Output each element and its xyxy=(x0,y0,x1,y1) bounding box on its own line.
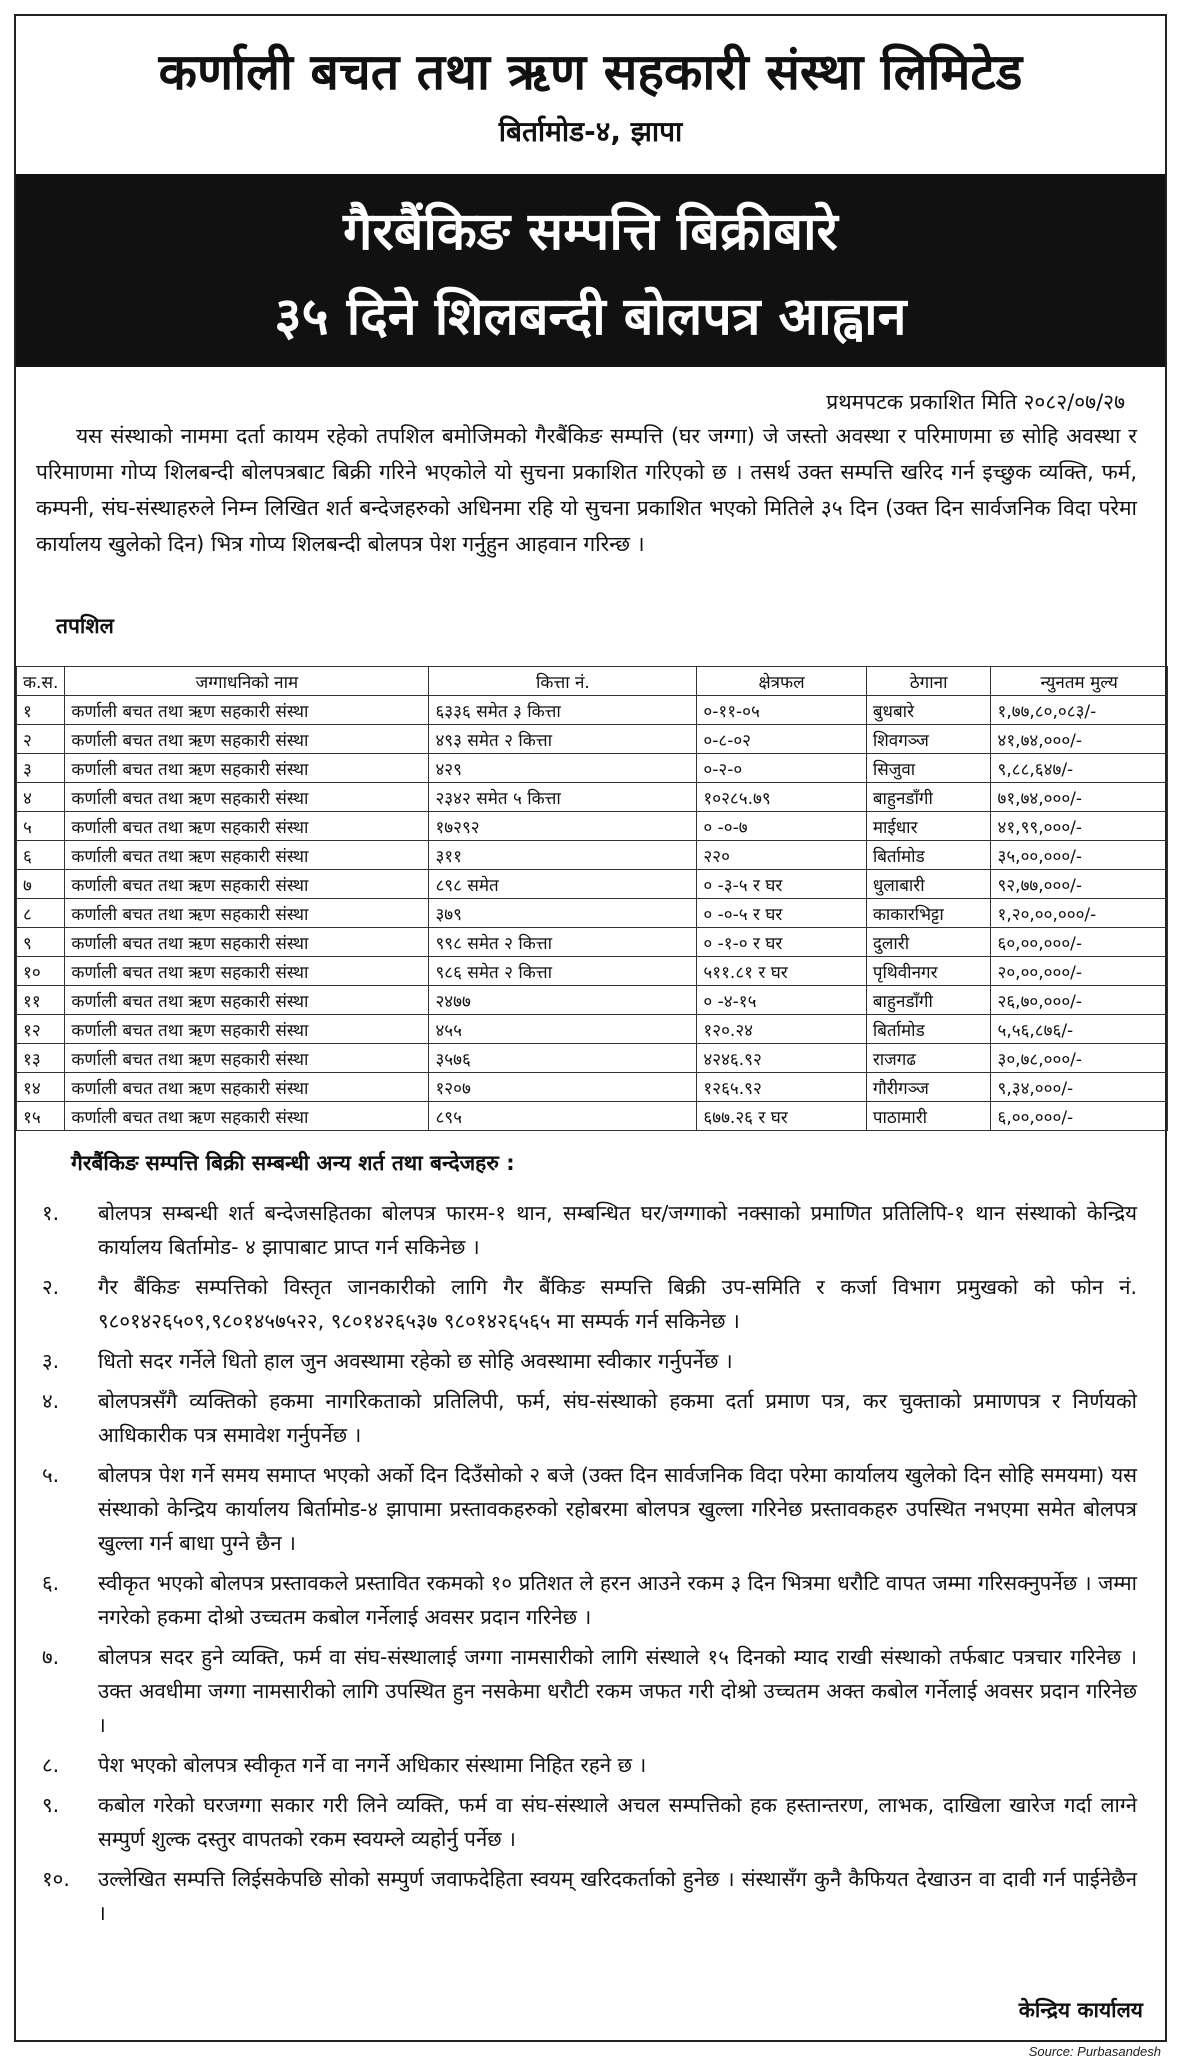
table-cell: ९९८ समेत २ कित्ता xyxy=(429,928,697,957)
table-cell: ० -१-० र घर xyxy=(697,928,866,957)
condition-item xyxy=(36,1640,1137,1742)
table-cell: ५ xyxy=(17,812,65,841)
table-row xyxy=(17,725,1168,754)
condition-number: ३. xyxy=(42,1349,60,1373)
notice-page xyxy=(14,14,1167,2042)
table-cell: ८९८ समेत xyxy=(429,870,697,899)
condition-text: बोलपत्र सदर हुने व्यक्ति, फर्म वा संघ-संस्थालाई जग्गा नामसारीको लागि संस्थाले १५ दिनको म्याद राखी संस्थाको तर्फबाट पत्रचार गरिनेछ । उक्त अवधीमा जग्गा नामसारीको लागि उपस्थित हुन नसकेमा धरौटी रकम जफत गरी दोश्रो उच्चतम अक्त कबोल गर्नेलाई अवसर प्रदान गरिनेछ । xyxy=(98,1645,1137,1737)
table-cell: ९,३४,०००/- xyxy=(991,1073,1168,1102)
table-cell: १२०.२४ xyxy=(697,1015,866,1044)
condition-number: ९. xyxy=(42,1793,60,1817)
condition-text: बोलपत्र पेश गर्ने समय समाप्त भएको अर्को दिन दिउँसोको २ बजे (उक्त दिन सार्वजनिक विदा परेमा कार्यालय खुलेको दिन सोहि समयमा) यस संस्थाको केन्द्रिय कार्यालय बिर्तामोड-४ झापामा प्रस्तावकहरुको रहोबरमा बोलपत्र खुल्ला गरिनेछ प्रस्तावकहरु उपस्थित नभएमा समेत बोलपत्र खुल्ला गर्न बाधा पुग्ने छैन । xyxy=(98,1463,1137,1555)
table-cell: १०२८५.७९ xyxy=(697,783,866,812)
table-cell: काकारभिट्टा xyxy=(866,899,991,928)
table-cell: १,२०,००,०००/- xyxy=(991,899,1168,928)
table-cell: कर्णाली बचत तथा ऋण सहकारी संस्था xyxy=(65,1102,429,1131)
table-row xyxy=(17,1015,1168,1044)
table-row xyxy=(17,754,1168,783)
conditions-title: गैरबैंकिङ सम्पत्ति बिक्री सम्बन्धी अन्य शर्त तथा बन्देजहरु : xyxy=(71,1151,515,1175)
table-cell: १३ xyxy=(17,1044,65,1073)
condition-text: पेश भएको बोलपत्र स्वीकृत गर्ने वा नगर्ने अधिकार संस्थामा निहित रहने छ । xyxy=(98,1753,647,1777)
table-cell: माईधार xyxy=(866,812,991,841)
table-cell: ३५७६ xyxy=(429,1044,697,1073)
condition-text: गैर बैंकिङ सम्पत्तिको विस्तृत जानकारीको लागि गैर बैंकिङ सम्पत्ति बिक्री उप-समिति र कर्जा विभाग प्रमुखको को फोन नं. ९८०१४२६५०९,९८०१४५७५२२, ९८०१४२६५३७ ९८०१४२६५६५ मा सम्पर्क गर्न सकिनेछ । xyxy=(98,1275,1137,1333)
table-cell: ३७९ xyxy=(429,899,697,928)
table-cell: १० xyxy=(17,957,65,986)
table-cell: बिर्तामोड xyxy=(866,1015,991,1044)
table-cell: कर्णाली बचत तथा ऋण सहकारी संस्था xyxy=(65,696,429,725)
table-cell: ८ xyxy=(17,899,65,928)
table-cell: ९ xyxy=(17,928,65,957)
table-cell: ५,५६,८७६/- xyxy=(991,1015,1168,1044)
table-cell: २६,७०,०००/- xyxy=(991,986,1168,1015)
condition-number: ७. xyxy=(42,1645,60,1669)
table-cell: कर्णाली बचत तथा ऋण सहकारी संस्था xyxy=(65,928,429,957)
notice-title-banner xyxy=(16,174,1165,367)
table-cell: बाहुनडाँगी xyxy=(866,783,991,812)
table-cell: ०-२-० xyxy=(697,754,866,783)
table-header-row xyxy=(17,667,1168,696)
condition-number: १. xyxy=(42,1201,60,1225)
table-cell: ६०,००,०००/- xyxy=(991,928,1168,957)
table-cell: १२ xyxy=(17,1015,65,1044)
table-cell: कर्णाली बचत तथा ऋण सहकारी संस्था xyxy=(65,1044,429,1073)
table-row xyxy=(17,899,1168,928)
table-cell: कर्णाली बचत तथा ऋण सहकारी संस्था xyxy=(65,841,429,870)
table-cell: २२० xyxy=(697,841,866,870)
table-row xyxy=(17,928,1168,957)
condition-item xyxy=(36,1270,1137,1338)
table-cell: ७१,७४,०००/- xyxy=(991,783,1168,812)
table-cell: ४१,७४,०००/- xyxy=(991,725,1168,754)
table-cell: १५ xyxy=(17,1102,65,1131)
condition-text: उल्लेखित सम्पत्ति लिईसकेपछि सोको सम्पुर्ण जवाफदेहिता स्वयम् खरिदकर्ताको हुनेछ । संस्थासँग कुनै कैफियत देखाउन वा दावी गर्न पाईनेछैन । xyxy=(98,1867,1137,1925)
table-cell: ४२९ xyxy=(429,754,697,783)
condition-number: ४. xyxy=(42,1389,60,1413)
table-cell: १२०७ xyxy=(429,1073,697,1102)
table-cell: ९२,७७,०००/- xyxy=(991,870,1168,899)
table-cell: १७२९२ xyxy=(429,812,697,841)
intro-paragraph: यस संस्थाको नाममा दर्ता कायम रहेको तपशिल बमोजिमको गैरबैंकिङ सम्पत्ति (घर जग्गा) जे जस्तो अवस्था र परिमाणमा छ सोहि अवस्था र परिमाणमा गोप्य शिलबन्दी बोलपत्रबाट बिक्री गरिने भएकोले यो सुचना प्रकाशित गरिएको छ । तसर्थ उक्त सम्पत्ति खरिद गर्न इच्छुक व्यक्ति, फर्म, कम्पनी, संघ-संस्थाहरुले निम्न लिखित शर्त बन्देजहरुको अधिनमा रहि यो सुचना प्रकाशित भएको मितिले ३५ दिन (उक्त दिन सार्वजनिक विदा परेमा कार्यालय खुलेको दिन) भित्र गोप्य शिलबन्दी बोलपत्र पेश गर्नुहुन आहवान गरिन्छ । xyxy=(36,424,1137,556)
property-schedule-table xyxy=(16,666,1168,1131)
condition-text: बोलपत्र सम्बन्धी शर्त बन्देजसहितका बोलपत्र फारम-१ थान, सम्बन्धित घर/जग्गाको नक्साको प्रमाणित प्रतिलिपि-१ थान संस्थाको केन्द्रिय कार्यालय बिर्तामोड- ४ झापाबाट प्राप्त गर्न सकिनेछ । xyxy=(98,1201,1137,1259)
table-row xyxy=(17,783,1168,812)
table-cell: ३०,७८,०००/- xyxy=(991,1044,1168,1073)
table-cell: २ xyxy=(17,725,65,754)
organization-address: बिर्तामोड-४, झापा xyxy=(498,115,683,148)
condition-text: बोलपत्रसँगै व्यक्तिको हकमा नागरिकताको प्रतिलिपी, फर्म, संघ-संस्थाको हकमा दर्ता प्रमाण पत्र, कर चुक्ताको प्रमाणपत्र र निर्णयको आधिकारीक पत्र समावेश गर्नुपर्नेछ । xyxy=(98,1389,1137,1447)
table-cell: १४ xyxy=(17,1073,65,1102)
column-header: न्युनतम मुल्य xyxy=(991,667,1168,696)
table-cell: ७ xyxy=(17,870,65,899)
table-cell: कर्णाली बचत तथा ऋण सहकारी संस्था xyxy=(65,1015,429,1044)
column-header: क.स. xyxy=(17,667,65,696)
table-row xyxy=(17,986,1168,1015)
table-cell: पृथिवीनगर xyxy=(866,957,991,986)
table-cell: ९,८८,६४७/- xyxy=(991,754,1168,783)
table-cell: गौरीगञ्ज xyxy=(866,1073,991,1102)
condition-item xyxy=(36,1788,1137,1856)
table-cell: १ xyxy=(17,696,65,725)
condition-number: ८. xyxy=(42,1753,60,1777)
table-row xyxy=(17,870,1168,899)
column-header: कित्ता नं. xyxy=(429,667,697,696)
table-cell: ५११.८१ र घर xyxy=(697,957,866,986)
condition-number: १०. xyxy=(42,1867,70,1891)
table-cell: ३११ xyxy=(429,841,697,870)
table-cell: ६७७.२६ र घर xyxy=(697,1102,866,1131)
table-cell: सिजुवा xyxy=(866,754,991,783)
table-cell: बाहुनडाँगी xyxy=(866,986,991,1015)
table-cell: कर्णाली बचत तथा ऋण सहकारी संस्था xyxy=(65,812,429,841)
table-cell: ४ xyxy=(17,783,65,812)
condition-item xyxy=(36,1566,1137,1634)
table-cell: राजगढ xyxy=(866,1044,991,1073)
table-cell: ३ xyxy=(17,754,65,783)
table-cell: ०-८-०२ xyxy=(697,725,866,754)
schedule-label: तपशिल xyxy=(56,614,114,638)
condition-text: कबोल गरेको घरजग्गा सकार गरी लिने व्यक्ति, फर्म वा संघ-संस्थाले अचल सम्पत्तिको हक हस्तान्तरण, लाभक, दाखिला खारेज गर्दा लाग्ने सम्पुर्ण शुल्क दस्तुर वापतको रकम स्वयम्ले व्यहोर्नु पर्नेछ । xyxy=(98,1793,1137,1851)
table-cell: धुलाबारी xyxy=(866,870,991,899)
table-row xyxy=(17,812,1168,841)
table-body xyxy=(17,696,1168,1131)
table-cell: ० -३-५ र घर xyxy=(697,870,866,899)
table-row xyxy=(17,1073,1168,1102)
table-cell: पाठामारी xyxy=(866,1102,991,1131)
table-cell: कर्णाली बचत तथा ऋण सहकारी संस्था xyxy=(65,725,429,754)
table-cell: कर्णाली बचत तथा ऋण सहकारी संस्था xyxy=(65,783,429,812)
notice-title-line-2: ३५ दिने शिलबन्दी बोलपत्र आह्वान xyxy=(274,287,907,347)
condition-number: ६. xyxy=(42,1571,60,1595)
table-cell: बिर्तामोड xyxy=(866,841,991,870)
table-cell: कर्णाली बचत तथा ऋण सहकारी संस्था xyxy=(65,899,429,928)
condition-item xyxy=(36,1344,1137,1378)
table-cell: १,७७,८०,०८३/- xyxy=(991,696,1168,725)
table-row xyxy=(17,957,1168,986)
table-cell: ४९३ समेत २ कित्ता xyxy=(429,725,697,754)
source-credit: Source: Purbasandesh xyxy=(1028,2044,1161,2059)
condition-item xyxy=(36,1748,1137,1782)
condition-number: ५. xyxy=(42,1463,60,1487)
table-cell: २०,००,०००/- xyxy=(991,957,1168,986)
table-cell: दुलारी xyxy=(866,928,991,957)
table-cell: ० -०-७ xyxy=(697,812,866,841)
table-cell: ०-११-०५ xyxy=(697,696,866,725)
table-row xyxy=(17,841,1168,870)
table-cell: २४७७ xyxy=(429,986,697,1015)
table-cell: ९८६ समेत २ कित्ता xyxy=(429,957,697,986)
table-cell: कर्णाली बचत तथा ऋण सहकारी संस्था xyxy=(65,754,429,783)
table-row xyxy=(17,1102,1168,1131)
table-cell: कर्णाली बचत तथा ऋण सहकारी संस्था xyxy=(65,957,429,986)
table-cell: ६३३६ समेत ३ कित्ता xyxy=(429,696,697,725)
table-cell: १२६५.९२ xyxy=(697,1073,866,1102)
conditions-list xyxy=(36,1196,1137,1936)
condition-number: २. xyxy=(42,1275,60,1299)
condition-item xyxy=(36,1862,1137,1930)
column-header: क्षेत्रफल xyxy=(697,667,866,696)
table-cell: ११ xyxy=(17,986,65,1015)
table-cell: ६,००,०००/- xyxy=(991,1102,1168,1131)
condition-item xyxy=(36,1384,1137,1452)
condition-text: धितो सदर गर्नेले धितो हाल जुन अवस्थामा रहेको छ सोहि अवस्थामा स्वीकार गर्नुपर्नेछ । xyxy=(98,1349,733,1373)
table-row xyxy=(17,696,1168,725)
condition-text: स्वीकृत भएको बोलपत्र प्रस्तावकले प्रस्तावित रकमको १० प्रतिशत ले हरन आउने रकम ३ दिन भित्रमा धरौटि वापत जम्मा गरिसक्नुपर्नेछ । जम्मा नगरेको हकमा दोश्रो उच्चतम कबोल गर्नेलाई अवसर प्रदान गरिनेछ । xyxy=(98,1571,1137,1629)
table-cell: ३५,००,०००/- xyxy=(991,841,1168,870)
table-cell: ४१,९९,०००/- xyxy=(991,812,1168,841)
table-cell: कर्णाली बचत तथा ऋण सहकारी संस्था xyxy=(65,1073,429,1102)
table-row xyxy=(17,1044,1168,1073)
table-cell: शिवगञ्ज xyxy=(866,725,991,754)
table-cell: ० -०-५ र घर xyxy=(697,899,866,928)
table-cell: ४२४६.९२ xyxy=(697,1044,866,1073)
table-cell: ० -४-१५ xyxy=(697,986,866,1015)
notice-title-line-1: गैरबैंकिङ सम्पत्ति बिक्रीबारे xyxy=(343,202,838,262)
table-cell: २३४२ समेत ५ कित्ता xyxy=(429,783,697,812)
condition-item xyxy=(36,1196,1137,1264)
issuer-office: केन्द्रिय कार्यालय xyxy=(1018,1998,1143,2022)
column-header: जग्गाधनिको नाम xyxy=(65,667,429,696)
table-cell: बुधबारे xyxy=(866,696,991,725)
condition-item xyxy=(36,1458,1137,1560)
organization-name: कर्णाली बचत तथा ऋण सहकारी संस्था लिमिटेड xyxy=(158,43,1023,101)
table-cell: ८९५ xyxy=(429,1102,697,1131)
table-cell: ६ xyxy=(17,841,65,870)
column-header: ठेगाना xyxy=(866,667,991,696)
publish-date: प्रथमपटक प्रकाशित मिति २०८२/०७/२७ xyxy=(826,390,1125,414)
table-cell: ४५५ xyxy=(429,1015,697,1044)
table-cell: कर्णाली बचत तथा ऋण सहकारी संस्था xyxy=(65,986,429,1015)
table-cell: कर्णाली बचत तथा ऋण सहकारी संस्था xyxy=(65,870,429,899)
